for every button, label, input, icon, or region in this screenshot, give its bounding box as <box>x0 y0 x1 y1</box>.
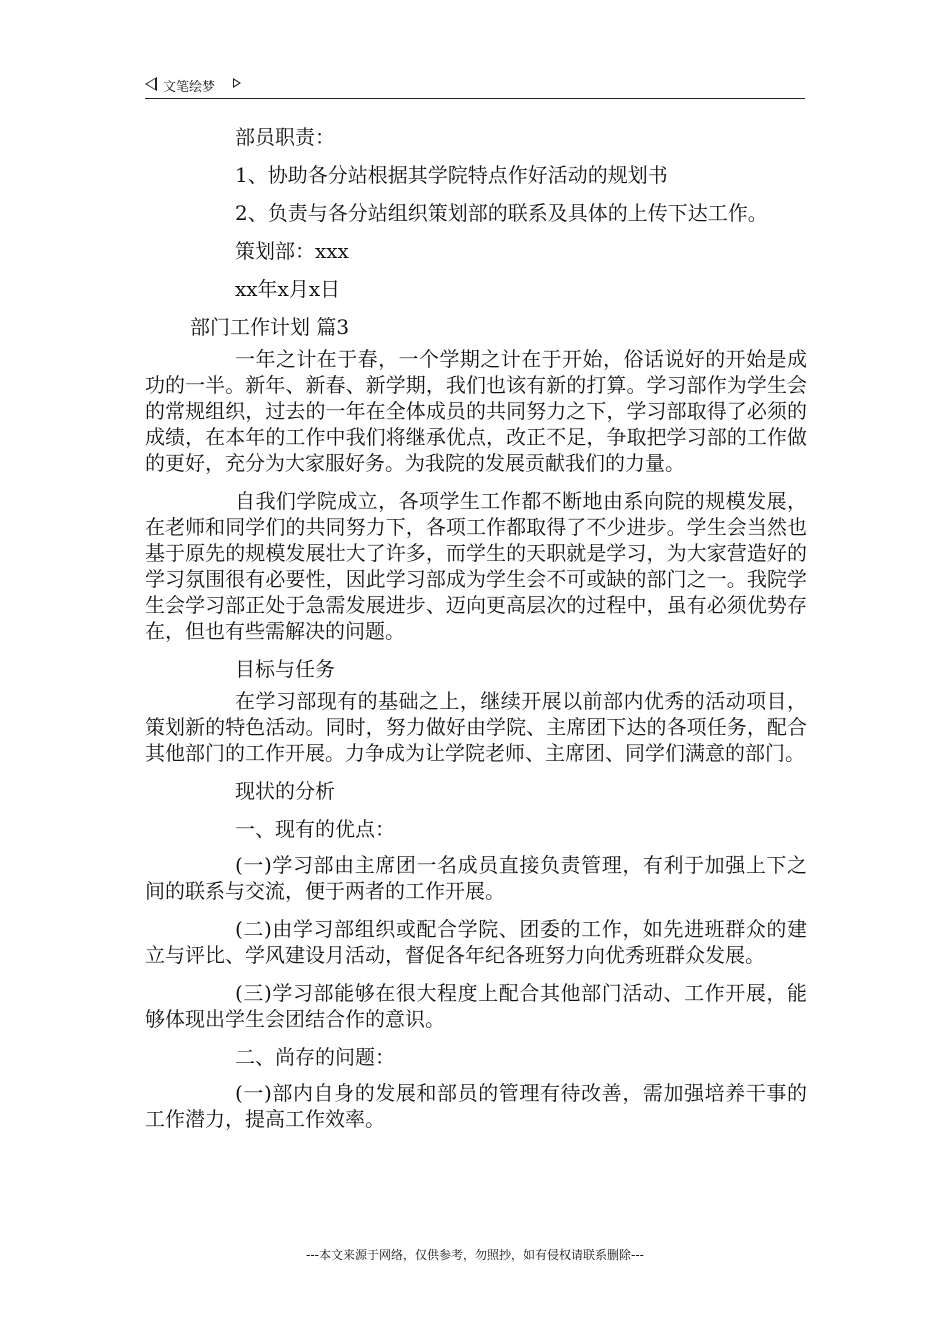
analysis-heading: 现状的分析 <box>235 779 335 803</box>
advantage-item-1: (一)学习部由主席团一名成员直接负责管理，有利于加强上下之间的联系与交流，便于两者的工作开展。 <box>145 853 807 903</box>
duty-item-2: 2、负责与各分站组织策划部的联系及具体的上传下达工作。 <box>235 201 768 225</box>
duties-heading: 部员职责： <box>235 125 335 149</box>
goal-paragraph: 在学习部现有的基础之上，继续开展以前部内优秀的活动项目，策划新的特色活动。同时，努力做好由学院、主席团下达的各项任务，配合其他部门的工作开展。力争成为让学院老师、主席团、同学们满意的部门。 <box>145 689 807 765</box>
page-header <box>145 72 805 99</box>
document-body <box>145 118 807 1132</box>
section-title: 部门工作计划 篇3 <box>190 315 350 339</box>
advantages-heading: 一、现有的优点： <box>235 817 395 841</box>
duty-item-1: 1、协助各分站根据其学院特点作好活动的规划书 <box>235 163 668 187</box>
advantage-item-3: (三)学习部能够在很大程度上配合其他部门活动、工作开展，能够体现出学生会团结合作的意识。 <box>145 981 807 1031</box>
problems-heading: 二、尚存的问题： <box>235 1045 395 1069</box>
advantage-item-2: (二)由学习部组织或配合学院、团委的工作，如先进班群众的建立与评比、学风建设月活动，督促各年纪各班努力向优秀班群众发展。 <box>145 917 807 967</box>
signature-dept: 策划部：xxx <box>235 239 349 263</box>
triangle-right-icon <box>233 78 241 88</box>
goal-heading: 目标与任务 <box>235 657 335 681</box>
triangle-left-icon <box>145 77 157 91</box>
footer-notice: ---本文来源于网络，仅供参考，勿照抄，如有侵权请联系删除--- <box>306 1248 644 1262</box>
signature-date: xx年x月x日 <box>235 277 341 301</box>
problem-item-1: (一)部内自身的发展和部员的管理有待改善，需加强培养干事的工作潜力，提高工作效率。 <box>145 1081 807 1131</box>
paragraph-intro: 一年之计在于春，一个学期之计在于开始，俗话说好的开始是成功的一半。新年、新春、新学期，我们也该有新的打算。学习部作为学生会的常规组织，过去的一年在全体成员的共同努力之下，学习部取得了必须的成绩，在本年的工作中我们将继承优点，改正不足，争取把学习部的工作做的更好，充分为大家服好务。为我院的发展贡献我们的力量。 <box>145 347 807 475</box>
brand-name: 文笔绘梦 <box>163 80 216 95</box>
paragraph-background: 自我们学院成立，各项学生工作都不断地由系向院的规模发展，在老师和同学们的共同努力下，各项工作都取得了不少进步。学生会当然也基于原先的规模发展壮大了许多，而学生的天职就是学习，为大家营造好的学习氛围很有必要性，因此学习部成为学生会不可或缺的部门之一。我院学生会学习部正处于急需发展进步、迈向更高层次的过程中，虽有必须优势存在，但也有些需解决的问题。 <box>145 489 807 643</box>
